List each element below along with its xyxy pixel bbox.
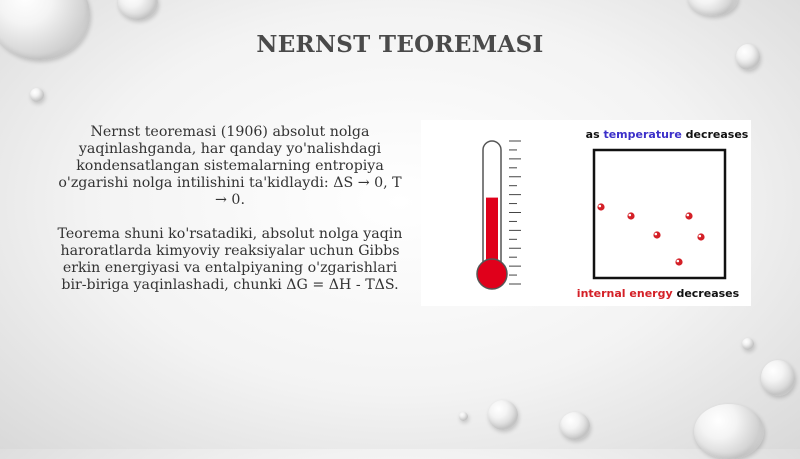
illustration-svg xyxy=(421,120,751,306)
particle xyxy=(597,203,604,210)
water-drop-decoration xyxy=(742,338,754,350)
water-drop-decoration xyxy=(688,0,738,16)
thermometer-ticks xyxy=(509,141,521,284)
water-drop-decoration xyxy=(761,360,795,396)
caption-temperature: as temperature decreases xyxy=(585,128,749,141)
slide-title: NERNST TEOREMASI xyxy=(256,31,544,58)
water-drop-decoration xyxy=(560,412,590,440)
particle-box xyxy=(594,150,725,278)
particle xyxy=(675,258,682,265)
thermometer-icon xyxy=(477,141,507,289)
water-drop-decoration xyxy=(459,412,468,421)
paragraph-nernst-definition: Nernst teoremasi (1906) absolut nolga yaqinlashganda, har qanday yo'nalishdagi kondensatlangan sistemalarning entropiya o'zgarishi nolga intilishini ta'kidlaydi: ΔS → 0, T → 0. xyxy=(58,124,402,208)
water-drop-decoration xyxy=(694,404,764,459)
water-drop-decoration xyxy=(118,0,158,20)
particle xyxy=(627,212,634,219)
particle xyxy=(697,233,704,240)
nernst-illustration xyxy=(421,120,751,306)
caption-internal-energy: internal energy decreases xyxy=(576,287,740,300)
particle xyxy=(653,231,660,238)
water-drop-decoration xyxy=(488,400,518,430)
slide-body xyxy=(55,124,405,294)
particle xyxy=(685,212,692,219)
paragraph-gibbs-enthalpy: Teorema shuni ko'rsatadiki, absolut nolga yaqin haroratlarda kimyoviy reaksiyalar uchun Gibbs erkin energiyasi va entalpiyaning o'zgarishlari bir-biriga yaqinlashadi, chunki ΔG = ΔH - TΔS. xyxy=(57,226,403,293)
water-drop-decoration xyxy=(30,88,44,102)
